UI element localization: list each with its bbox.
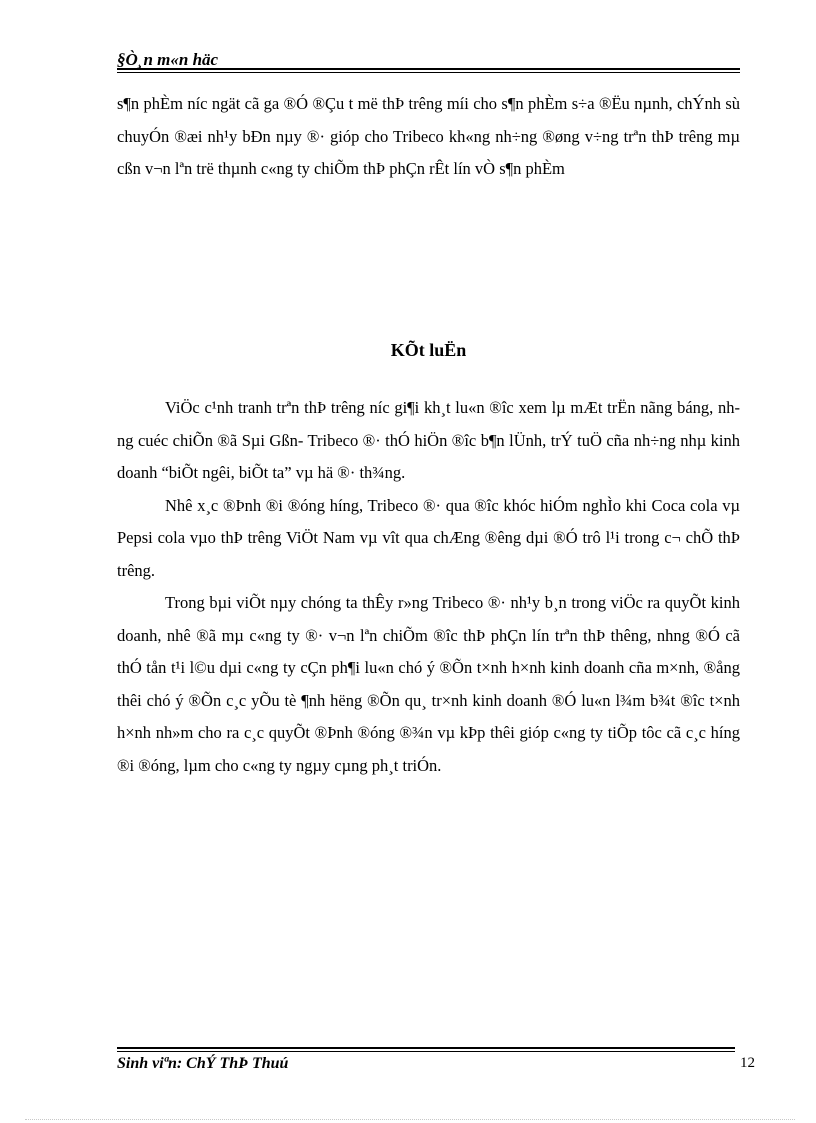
header-divider-thick [117, 68, 740, 70]
footer-author: Sinh viªn: ChÝ ThÞ Thuú [117, 1055, 289, 1072]
conclusion-body [117, 392, 740, 782]
conclusion-paragraph: Nhê x¸c ®Þnh ®i ®óng híng, Tribeco ®· qua ®îc khóc hiÓm nghÌo khi Coca cola vµ Pepsi cola vµo thÞ trêng ViÖt Nam vµ vît qua chÆng ®êng dµi ®Ó trô l¹i trong c¬ chÕ thÞ trêng. [117, 495, 740, 580]
intro-paragraph: s¶n phÈm níc ngät cã ga ®Ó ®Çu t më thÞ trêng míi cho s¶n phÈm s÷a ®Ëu nµnh, chÝnh sù chuyÓn ®æi nh¹y bÐn nµy ®· gióp cho Tribeco kh«ng nh÷ng ®øng v÷ng trªn thÞ trêng mµ cßn v¬n lªn trë thµnh c«ng ty chiÕm thÞ phÇn rÊt lín vÒ s¶n phÈm [117, 94, 740, 178]
conclusion-paragraph: ViÖc c¹nh tranh trªn thÞ trêng níc gi¶i kh¸t lu«n ®îc xem lµ mÆt trËn nãng báng, nhng cuéc chiÕn ®ã Sµi Gßn- Tribeco ®· thÓ hiÖn ®îc b¶n lÜnh, trÝ tuÖ cña nh÷ng nhµ kinh doanh “biÕt ngêi, biÕt ta” vµ hä ®· th¾ng. [117, 398, 740, 482]
conclusion-paragraph: Trong bµi viÕt nµy chóng ta thÊy r»ng Tribeco ®· nh¹y b¸n trong viÖc ra quyÕt kinh doanh, nhê ®ã mµ c«ng ty ®· v¬n lªn chiÕm ®îc thÞ phÇn lín trªn thÞ thêng, nhng ®Ó cã thÓ tån t¹i l©u dµi c«ng ty cÇn ph¶i lu«n chó ý ®Õn t×nh h×nh kinh doanh cña m×nh, ®ång thêi chó ý ®Õn c¸c yÕu tè ¶nh hëng ®Õn qu¸ tr×nh kinh doanh ®Ó lu«n l¾m b¾t ®îc t×nh h×nh nh»m cho ra c¸c quyÕt ®Þnh ®óng ®¾n vµ kÞp thêi gióp c«ng ty tiÕp tôc cã c¸c híng ®i ®óng, lµm cho c«ng ty ngµy cµng ph¸t triÓn. [117, 593, 740, 775]
header-divider-thin [117, 72, 740, 73]
footer-divider-thick [117, 1047, 735, 1049]
page-number: 12 [740, 1055, 755, 1071]
conclusion-heading: KÕt luËn [390, 340, 467, 360]
page-edge-divider [25, 1119, 795, 1120]
footer-divider-thin [117, 1051, 735, 1052]
header-title: §Ò¸n m«n häc [117, 50, 219, 69]
